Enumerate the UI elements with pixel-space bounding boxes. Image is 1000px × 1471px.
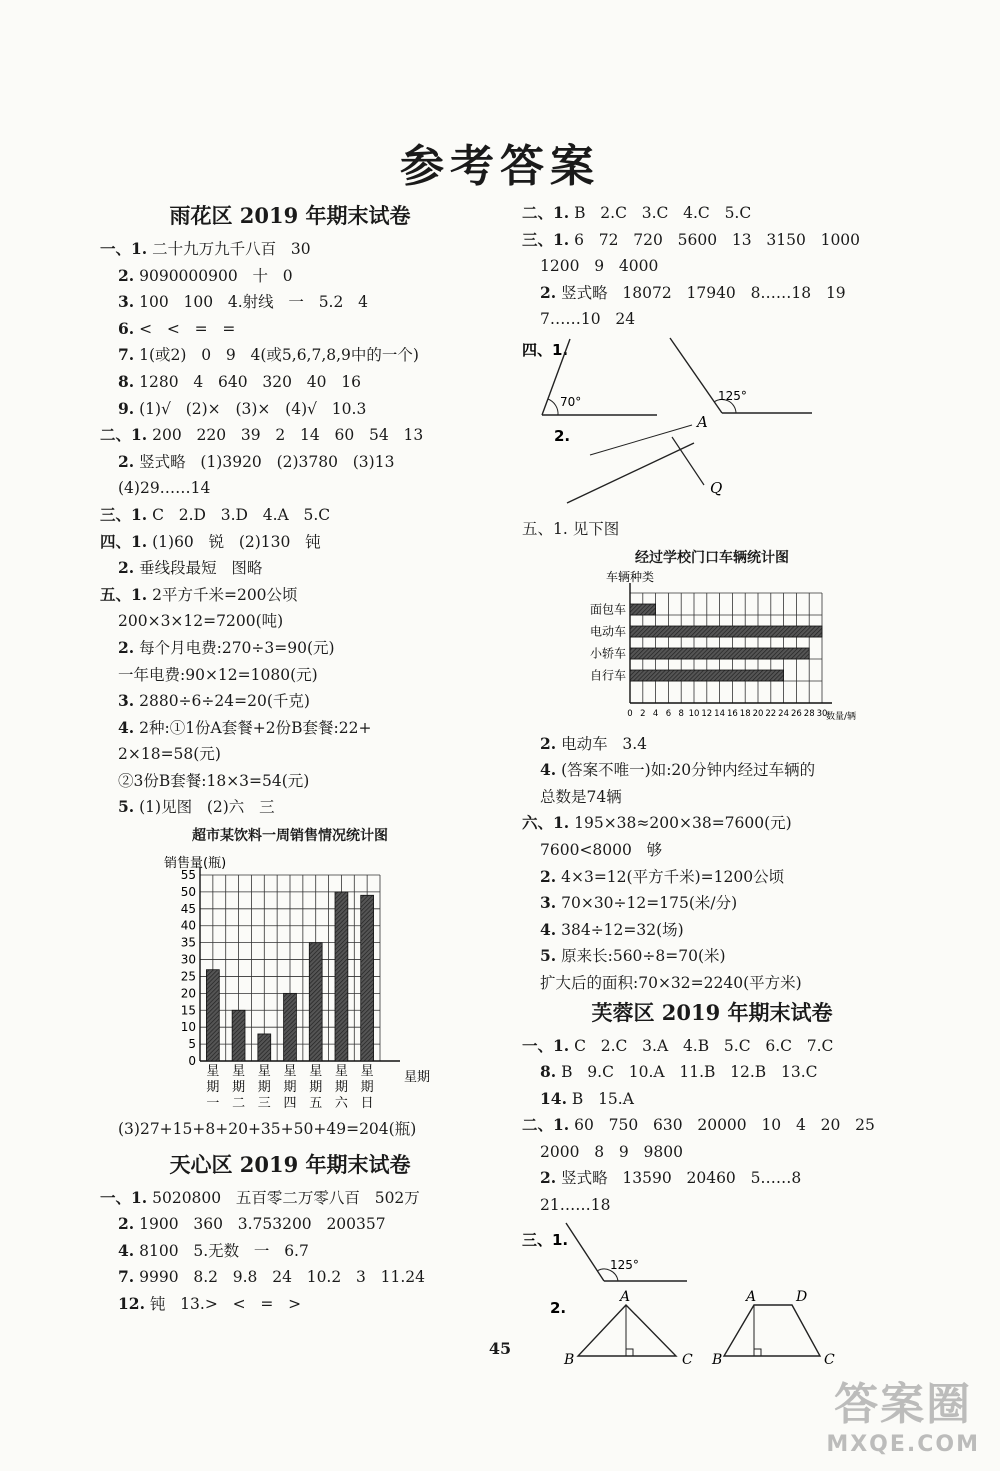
answer-line <box>100 1185 480 1212</box>
bar <box>258 1034 271 1061</box>
answer-line <box>522 943 902 970</box>
x-tick-label: 星期二 <box>232 1064 246 1112</box>
answer-text: B 2.C 3.C 4.C 5.C <box>569 204 752 222</box>
x-tick-label: 星期一 <box>206 1064 220 1112</box>
x-tick-label: 星期三 <box>257 1064 271 1112</box>
y-axis-label: 车辆种类 <box>606 569 655 584</box>
answer-line <box>522 890 902 917</box>
x-tick-label: 8 <box>678 708 684 719</box>
answer-line <box>522 1139 902 1166</box>
answer-line <box>100 741 480 768</box>
x-tick-label: 0 <box>627 708 633 719</box>
x-tick-label: 2 <box>640 708 646 719</box>
answer-line <box>522 1086 902 1113</box>
answer-text: 1200 9 4000 <box>540 257 659 276</box>
x-tick-label: 14 <box>714 708 726 719</box>
answer-line <box>522 917 902 944</box>
x-tick-label: 28 <box>803 708 815 719</box>
x-tick-label: 30 <box>816 708 828 719</box>
x-tick-label: 26 <box>790 708 802 719</box>
answer-text: 2880÷6÷24=20(千克) <box>134 692 310 711</box>
watermark-text: 答案圈 <box>834 1379 973 1430</box>
answer-line <box>100 1264 480 1291</box>
answer-line <box>100 1211 480 1238</box>
bar <box>284 993 297 1061</box>
y-tick-label: 15 <box>180 1003 196 1018</box>
answer-text: 1280 4 640 320 40 16 <box>134 372 361 391</box>
chart-title-vehicles: 经过学校门口车辆统计图 <box>635 549 789 566</box>
answer-text: (答案不唯一)如:20分钟内经过车辆的 <box>556 761 816 780</box>
answer-line <box>100 715 480 742</box>
answers-yuhua <box>100 236 480 821</box>
answer-text: 5020800 五百零二万零八百 502万 <box>147 1188 420 1207</box>
question-number: 四、1. <box>100 531 148 551</box>
answer-line <box>100 316 480 343</box>
answer-text: (1)√ (2)× (3)× (4)√ 10.3 <box>134 399 367 418</box>
answer-text: 60 750 630 20000 10 4 20 25 <box>569 1116 875 1135</box>
question-number: 2. <box>118 451 135 471</box>
answer-text: 9990 8.2 9.8 24 10.2 3 11.24 <box>134 1268 426 1287</box>
answer-line <box>100 768 480 795</box>
section-title-furong: 芙蓉区 2019 年期末试卷 <box>591 999 833 1025</box>
question-number: 2. <box>118 558 135 578</box>
y-tick-label: 30 <box>180 952 196 967</box>
watermark-url: MXQE.COM <box>826 1432 980 1457</box>
answer-text: 垂线段最短 图略 <box>134 559 263 578</box>
answer-text: C 2.D 3.D 4.A 5.C <box>147 505 331 524</box>
category-label: 面包车 <box>589 602 626 617</box>
answer-line <box>522 1112 902 1139</box>
answer-text: 384÷12=32(场) <box>556 920 684 939</box>
answer-text: 21……18 <box>540 1196 611 1215</box>
answer-line <box>100 794 480 821</box>
x-tick-label: 12 <box>701 708 713 719</box>
category-label: 自行车 <box>589 668 626 683</box>
question-number: 2. <box>540 282 557 302</box>
question-number: 4. <box>540 760 557 780</box>
answer-line <box>522 837 902 864</box>
y-tick-label: 10 <box>180 1020 196 1035</box>
category-label: 小轿车 <box>589 646 626 661</box>
answer-text: 总数是74辆 <box>540 787 622 806</box>
question-number: 7. <box>118 1267 135 1287</box>
angle-125b-label: 125° <box>610 1257 639 1272</box>
question-number: 2. <box>118 265 135 285</box>
figure-angles <box>522 333 902 513</box>
x-tick-label: 22 <box>765 708 777 719</box>
answer-text: B 15.A <box>566 1089 634 1108</box>
answer-line <box>522 810 902 837</box>
page-number: 45 <box>488 1339 512 1358</box>
bar <box>232 1010 245 1061</box>
answers-yuhua-cont <box>522 200 902 333</box>
answer-text: 2平方千米=200公顷 <box>147 585 298 604</box>
answer-line <box>522 1165 902 1192</box>
question-number: 2. <box>118 637 135 657</box>
question-number: 14. <box>540 1088 567 1108</box>
triangle-a: A <box>620 1288 631 1305</box>
y-tick-label: 55 <box>180 868 196 883</box>
answer-text: 9090000900 十 0 <box>134 266 293 285</box>
question-number: 二、1. <box>522 203 570 222</box>
q3-label: 三、1. <box>522 1230 569 1249</box>
point-q-label: Q <box>710 478 723 497</box>
y-tick-label: 20 <box>180 986 196 1001</box>
x-tick-label: 20 <box>752 708 764 719</box>
answer-text: 2000 8 9 9800 <box>540 1142 683 1161</box>
answer-text: 竖式略 (1)3920 (2)3780 (3)13 <box>134 452 395 471</box>
question-number: 4. <box>118 1240 135 1260</box>
answer-line <box>100 529 480 556</box>
answer-line <box>522 864 902 891</box>
answer-line <box>100 1238 480 1265</box>
q5-line: 五、1. 见下图 <box>522 519 620 538</box>
answer-line <box>100 502 480 529</box>
answer-text: 6 72 720 5600 13 3150 1000 <box>569 230 861 249</box>
x-tick-label: 星期四 <box>283 1064 297 1112</box>
question-number: 9. <box>118 398 135 418</box>
page-title: 参考答案 <box>400 141 600 192</box>
question-number: 6. <box>118 318 135 338</box>
answer-line <box>100 289 480 316</box>
answer-text: 原来长:560÷8=70(米) <box>556 947 726 966</box>
trapezoid-d: D <box>796 1288 808 1305</box>
x-tick-label: 星期六 <box>334 1064 348 1112</box>
question-number: 5. <box>118 797 135 817</box>
answer-line <box>522 1059 902 1086</box>
chart-vehicles <box>522 567 902 727</box>
answer-line <box>100 263 480 290</box>
answers-furong <box>522 1033 902 1219</box>
answer-line <box>522 227 902 254</box>
y-tick-label: 45 <box>180 901 196 916</box>
answer-text: 100 100 4.射线 一 5.2 4 <box>134 293 368 312</box>
answer-line <box>100 555 480 582</box>
bar <box>309 943 322 1061</box>
answer-line <box>522 306 902 333</box>
question-number: 二、1. <box>522 1115 570 1135</box>
answer-text: 4×3=12(平方千米)=1200公顷 <box>556 867 785 886</box>
angle-70-label: 70° <box>560 394 582 409</box>
chart-drinks <box>100 845 480 1113</box>
answer-line <box>522 1033 902 1060</box>
answer-line <box>522 1192 902 1219</box>
question-number: 三、1. <box>522 229 570 249</box>
x-tick-label: 16 <box>726 708 738 719</box>
bar <box>630 626 822 637</box>
answer-text: 2×18=58(元) <box>118 745 221 764</box>
answer-text: 8100 5.无数 一 6.7 <box>134 1241 309 1260</box>
x-tick-label: 星期五 <box>309 1064 323 1112</box>
answer-line <box>522 784 902 811</box>
q3-2-label: 2. <box>550 1298 567 1317</box>
question-number: 二、1. <box>100 425 148 445</box>
question-number: 5. <box>540 946 557 966</box>
answer-line <box>100 688 480 715</box>
answer-text: 竖式略 13590 20460 5……8 <box>556 1169 802 1188</box>
answer-text: 7……10 24 <box>540 310 636 329</box>
answer-text: 钝 13.> < = > <box>144 1295 302 1314</box>
answer-text: 2种:①1份A套餐+2份B套餐:22+ <box>134 718 372 737</box>
question-number: 2. <box>540 1168 557 1188</box>
right-column <box>522 200 902 1373</box>
bar <box>335 892 348 1061</box>
question-number: 一、1. <box>100 239 148 258</box>
x-tick-label: 星期日 <box>360 1064 374 1112</box>
triangle-c: C <box>682 1351 693 1368</box>
answer-line <box>100 369 480 396</box>
section-title-yuhua: 雨花区 2019 年期末试卷 <box>169 203 411 228</box>
question-number: 三、1. <box>100 504 148 524</box>
left-column <box>100 196 480 1318</box>
x-tick-label: 4 <box>652 708 659 719</box>
x-tick-label: 6 <box>665 708 672 719</box>
question-number: 8. <box>540 1062 557 1082</box>
category-label: 电动车 <box>589 624 626 639</box>
question-number: 一、1. <box>100 1187 148 1207</box>
answers-vehicles <box>522 731 902 997</box>
answer-line <box>522 970 902 997</box>
answer-line <box>522 253 902 280</box>
question-number: 8. <box>118 371 135 391</box>
answer-line <box>522 757 902 784</box>
watermark <box>826 1368 980 1457</box>
answer-text: 电动车 3.4 <box>556 734 648 753</box>
y-tick-label: 35 <box>180 935 196 950</box>
x-tick-label: 24 <box>778 708 790 719</box>
y-tick-label: 25 <box>180 969 196 984</box>
question-number: 五、1. <box>100 584 148 604</box>
answer-line <box>100 608 480 635</box>
question-number: 3. <box>118 691 135 711</box>
answer-line <box>100 662 480 689</box>
bar <box>630 648 809 659</box>
chart-title-drinks: 超市某饮料一周销售情况统计图 <box>192 828 388 845</box>
answer-text: 扩大后的面积:70×32=2240(平方米) <box>540 973 802 992</box>
answer-text: C 2.C 3.A 4.B 5.C 6.C 7.C <box>569 1036 834 1055</box>
y-tick-label: 5 <box>188 1037 196 1052</box>
answer-line <box>100 236 480 263</box>
trapezoid-c: C <box>824 1351 835 1368</box>
answer-text: 70×30÷12=175(米/分) <box>556 894 738 913</box>
answer-text: 7600<8000 够 <box>540 840 663 859</box>
y-tick-label: 0 <box>188 1054 196 1069</box>
answer-text: 195×38≈200×38=7600(元) <box>569 814 792 833</box>
answer-text: 200×3×12=7200(吨) <box>118 612 284 631</box>
answer-text: 一年电费:90×12=1080(元) <box>118 665 318 684</box>
answer-text: 每个月电费:270÷3=90(元) <box>134 638 335 657</box>
answer-text: B 9.C 10.A 11.B 12.B 13.C <box>556 1063 818 1082</box>
answer-line <box>100 422 480 449</box>
question-number: 12. <box>118 1294 145 1314</box>
point-a-label: A <box>697 412 708 431</box>
answer-line <box>522 200 902 227</box>
answer-line <box>522 280 902 307</box>
q4-2-label: 2. <box>554 426 571 445</box>
question-number: 4. <box>118 717 135 737</box>
answer-line <box>100 396 480 423</box>
question-number: 2. <box>540 733 557 753</box>
answer-text: ②3份B套餐:18×3=54(元) <box>118 771 310 790</box>
y-axis-label: 销售量(瓶) <box>164 856 227 872</box>
answer-text: (4)29……14 <box>118 479 211 498</box>
answer-text: 200 220 39 2 14 60 54 13 <box>147 426 424 445</box>
bar <box>361 895 374 1061</box>
x-tick-label: 10 <box>688 708 700 719</box>
answer-text: (1)见图 (2)六 三 <box>134 798 275 817</box>
answer-line <box>100 449 480 476</box>
question-number: 3. <box>540 893 557 913</box>
answer-line <box>100 582 480 609</box>
answer-text: (1)60 锐 (2)130 钝 <box>147 532 321 551</box>
question-number: 2. <box>118 1214 135 1234</box>
question-number: 7. <box>118 345 135 365</box>
answer-sum: (3)27+15+8+20+35+50+49=204(瓶) <box>118 1120 417 1139</box>
triangle-b: B <box>564 1351 575 1368</box>
answer-line <box>100 475 480 502</box>
x-tick-label: 18 <box>739 708 751 719</box>
trapezoid-a: A <box>746 1288 757 1305</box>
question-number: 3. <box>118 292 135 312</box>
question-number: 2. <box>540 866 557 886</box>
bar <box>206 970 219 1061</box>
bar <box>630 670 784 681</box>
section-title-tianxin: 天心区 2019 年期末试卷 <box>169 1151 411 1177</box>
question-number: 一、1. <box>522 1035 570 1055</box>
angle-125-label: 125° <box>718 388 747 403</box>
y-tick-label: 50 <box>180 884 196 899</box>
answer-text: 竖式略 18072 17940 8……18 19 <box>556 283 846 302</box>
answer-text: 1900 360 3.753200 200357 <box>134 1215 386 1234</box>
bar <box>630 604 656 615</box>
y-tick-label: 40 <box>180 918 196 933</box>
answer-line <box>522 731 902 758</box>
answer-line <box>100 342 480 369</box>
x-axis-label: 数量/辆 <box>826 711 857 722</box>
answer-text: 二十九万九千八百 30 <box>147 240 311 258</box>
question-number: 4. <box>540 919 557 939</box>
answer-text: 1(或2) 0 9 4(或5,6,7,8,9中的一个) <box>134 346 419 365</box>
question-number: 六、1. <box>522 813 570 833</box>
answer-text: < < = = <box>134 319 236 338</box>
trapezoid-b: B <box>712 1351 723 1368</box>
answers-tianxin <box>100 1185 480 1318</box>
q4-label: 四、1. <box>522 340 569 359</box>
answer-line <box>100 635 480 662</box>
x-axis-label: 星期 <box>404 1070 431 1086</box>
answer-line <box>100 1291 480 1318</box>
